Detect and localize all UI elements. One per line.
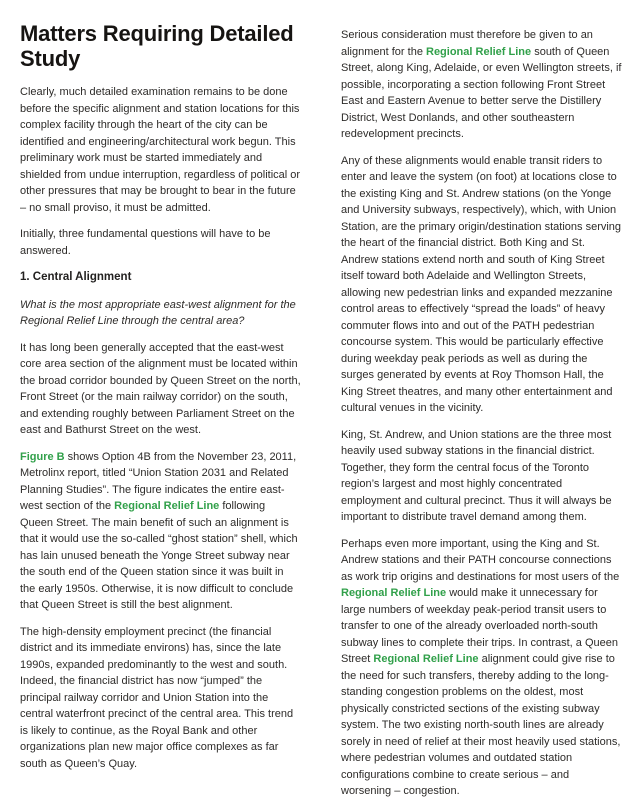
paragraph-figure-b: [20, 449, 301, 614]
left-column: [20, 20, 301, 800]
paragraph-corridor: It has long been generally accepted that the east-west core area section of the alignment must be located within the broad corridor bounded by Queen Street on the north, Front Street (or the main railway corridor) on the south, and extending roughly between Parliament Street on the east and Bathurst Street on the west.: [20, 341, 301, 437]
regional-relief-line-highlight: Regional Relief Line: [114, 500, 220, 513]
two-column-layout: [20, 20, 622, 800]
text-segment: would make it unnecessary for large numbers of weekday peak-period transit users to transfer to one of the already overloaded north-south subway lines to complete their trips. In contrast, a Queen Street: [341, 587, 618, 665]
right-column: [341, 20, 622, 800]
regional-relief-line-highlight: Regional Relief Line: [373, 653, 479, 665]
paragraph-king-andrew-union: King, St. Andrew, and Union stations are the three most heavily used subway stations in the financial district. Together, they form the central focus of the Toronto region’s largest and most highly concentrated employment and cultural precinct. Thus it will always be important to distribute travel demand among them.: [341, 428, 612, 523]
paragraph-employment: The high-density employment precinct (the financial district and its immediate environs) has, since the late 1990s, expanded predominantly to the west and south. Indeed, the financial district has now “jumped” the principal railway corridor and Union Station into the central waterfront precinct of the central area. This trend is likely to continue, as the Royal Bank and other organizations plan new major office complexes as far south as Queen’s Quay.: [20, 625, 294, 770]
regional-relief-line-highlight: Regional Relief Line: [341, 587, 447, 599]
text-segment: shows Option 4B from the November 23, 2011, Metrolinx report, titled “Union Station 2031 and Related Planning Studies”. The figure indicates the entire east-west section of the: [20, 450, 297, 513]
paragraph-questions: Initially, three fundamental questions will have to be answered.: [20, 228, 271, 257]
paragraph-perhaps: [341, 536, 622, 800]
text-segment: Perhaps even more important, using the King and St. Andrew stations and their PATH concourse connections as work trip origins and destinations for most users of the: [341, 537, 620, 583]
section-heading-central-alignment: 1. Central Alignment: [20, 271, 132, 284]
text-segment: alignment could give rise to the need for such transfers, thereby adding to the long-standing congestion problems on the oldest, most physically constricted sections of the existing subway system. The two existing north-south lines are already sorely in need of relief at their most heavily used stations, where pedestrian volumes and outdated station configurations combine to create serious – and worsening – congestion.: [341, 653, 621, 797]
text-segment: Serious consideration must therefore be given to an alignment for the: [341, 29, 593, 58]
paragraph-any-alignments: Any of these alignments would enable transit riders to enter and leave the system (on foot) at locations close to the existing King and St. Andrew stations (on the Yonge and University subways, respectively), which, with Union Station, are the primary origin/destination stations serving the heart of the financial district. Both King and St. Andrew stations extend north and south of King Street itself toward both Adelaide and Wellington Streets, allowing new pedestrian links and expanded mezzanine control areas to effectively “spread the loads” of heavy commuter flows into and out of the PATH pedestrian concourse system. This would be particularly effective during weekday peak periods as well as during the surges generated by events at Roy Thomson Hall, the King Street theatres, and many other entertainment and cultural venues in the vicinity.: [341, 154, 622, 414]
regional-relief-line-highlight: Regional Relief Line: [426, 45, 532, 58]
figure-b-reference: Figure B: [20, 450, 65, 463]
paragraph-intro: Clearly, much detailed examination remains to be done before the specific alignment and station locations for this complex facility through the heart of the city can be identified and engineering/architectural work begun. This preliminary work must be started immediately and shielded from undue interruption, regardless of political or other pressures that may be brought to bear in the future – no small proviso, it must be admitted.: [20, 86, 301, 214]
paragraph-question-italic: What is the most appropriate east-west alignment for the Regional Relief Line through the central area?: [20, 298, 296, 328]
paragraph-serious: [341, 27, 622, 143]
text-segment: following Queen Street. The main benefit of such an alignment is that it would use the so-called “ghost station” shell, which has lain unused beneath the Yonge Street subway near the south end of the Queen station since it was built in the early 1950s. Otherwise, it is now difficult to conclude that Queen Street is still the best alignment.: [20, 500, 298, 612]
text-segment: south of Queen Street, along King, Adelaide, or even Wellington streets, if possible, incorporating a section following Front Street East and Eastern Avenue to better serve the Distillery District, West Donlands, and other southeastern redevelopment precincts.: [341, 45, 622, 140]
page-title: Matters Requiring Detailed Study: [20, 21, 294, 71]
